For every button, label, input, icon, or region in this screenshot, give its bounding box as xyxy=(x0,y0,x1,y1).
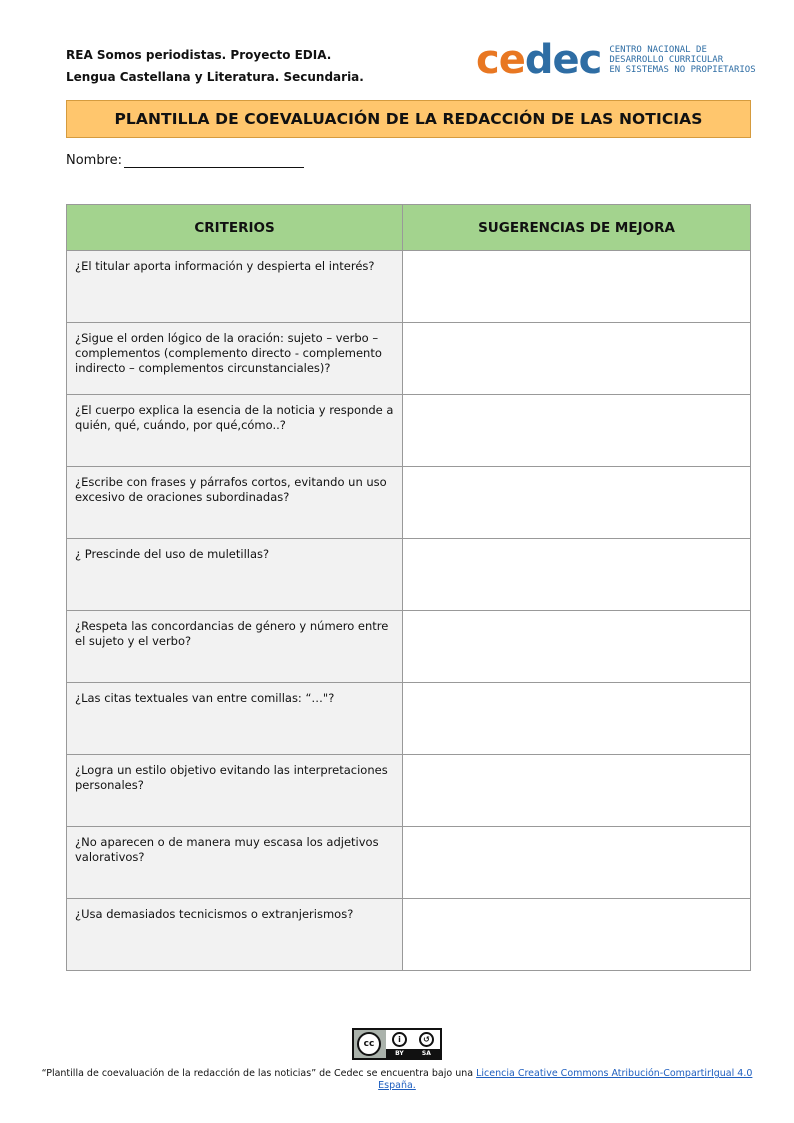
table-row xyxy=(67,683,751,755)
suggestion-cell[interactable] xyxy=(403,683,751,755)
cc-icon: cc xyxy=(357,1032,381,1056)
header-suggestions: SUGERENCIAS DE MEJORA xyxy=(403,205,751,251)
suggestion-cell[interactable] xyxy=(403,539,751,611)
suggestion-cell[interactable] xyxy=(403,467,751,539)
suggestion-cell[interactable] xyxy=(403,323,751,395)
suggestion-cell[interactable] xyxy=(403,395,751,467)
cc-by-sa-badge-icon[interactable] xyxy=(352,1028,442,1060)
cc-by-label: BY xyxy=(395,1050,404,1057)
name-field xyxy=(66,153,304,168)
name-label: Nombre: xyxy=(66,153,123,168)
criterion-cell: ¿No aparecen o de manera muy escasa los adjetivos valorativos? xyxy=(67,827,403,899)
table-row xyxy=(67,395,751,467)
criterion-cell: ¿Logra un estilo objetivo evitando las interpretaciones personales? xyxy=(67,755,403,827)
document-header xyxy=(66,44,364,88)
table-header-row xyxy=(67,205,751,251)
criterion-cell: ¿Las citas textuales van entre comillas: “…"? xyxy=(67,683,403,755)
criterion-cell: ¿Escribe con frases y párrafos cortos, evitando un uso excesivo de oraciones subordinadas? xyxy=(67,467,403,539)
suggestion-cell[interactable] xyxy=(403,899,751,971)
suggestion-cell[interactable] xyxy=(403,611,751,683)
table-row xyxy=(67,611,751,683)
suggestion-cell[interactable] xyxy=(403,251,751,323)
cc-sa-label: SA xyxy=(421,1050,431,1057)
evaluation-table xyxy=(66,204,751,971)
cedec-logo xyxy=(476,37,756,83)
table-row xyxy=(67,467,751,539)
criterion-cell: ¿ Prescinde del uso de muletillas? xyxy=(67,539,403,611)
name-blank-line[interactable] xyxy=(124,154,304,168)
table-row xyxy=(67,323,751,395)
criterion-cell: ¿Sigue el orden lógico de la oración: sujeto – verbo – complementos (complemento directo - complemento indirecto – complementos circunstanciales)? xyxy=(67,323,403,395)
cedec-logo-subtitle: CENTRO NACIONAL DE DESARROLLO CURRICULAR EN SISTEMAS NO PROPIETARIOS xyxy=(609,45,756,75)
suggestion-cell[interactable] xyxy=(403,827,751,899)
suggestion-cell[interactable] xyxy=(403,755,751,827)
criterion-cell: ¿El cuerpo explica la esencia de la noticia y responde a quién, qué, cuándo, por qué,cómo..? xyxy=(67,395,403,467)
license-text xyxy=(40,1068,754,1092)
table-row xyxy=(67,827,751,899)
table-row xyxy=(67,251,751,323)
page-title-box xyxy=(66,100,751,138)
criterion-cell: ¿Usa demasiados tecnicismos o extranjerismos? xyxy=(67,899,403,971)
table-row xyxy=(67,539,751,611)
header-line-subject: Lengua Castellana y Literatura. Secundaria. xyxy=(66,70,364,84)
license-statement: “Plantilla de coevaluación de la redacción de las noticias” de Cedec se encuentra bajo una xyxy=(41,1068,477,1079)
table-row xyxy=(67,755,751,827)
header-line-project: REA Somos periodistas. Proyecto EDIA. xyxy=(66,48,332,62)
license-link[interactable]: Licencia Creative Commons Atribución-CompartirIgual 4.0 España. xyxy=(378,1068,753,1091)
attribution-icon: i xyxy=(392,1032,407,1047)
header-criteria: CRITERIOS xyxy=(67,205,403,251)
license-footer xyxy=(40,1028,754,1092)
table-row xyxy=(67,899,751,971)
page-title: PLANTILLA DE COEVALUACIÓN DE LA REDACCIÓN DE LAS NOTICIAS xyxy=(114,110,703,128)
criterion-cell: ¿El titular aporta información y despierta el interés? xyxy=(67,251,403,323)
share-alike-icon: ↺ xyxy=(419,1032,434,1047)
criterion-cell: ¿Respeta las concordancias de género y número entre el sujeto y el verbo? xyxy=(67,611,403,683)
cedec-logo-wordmark: cedec xyxy=(476,37,602,83)
